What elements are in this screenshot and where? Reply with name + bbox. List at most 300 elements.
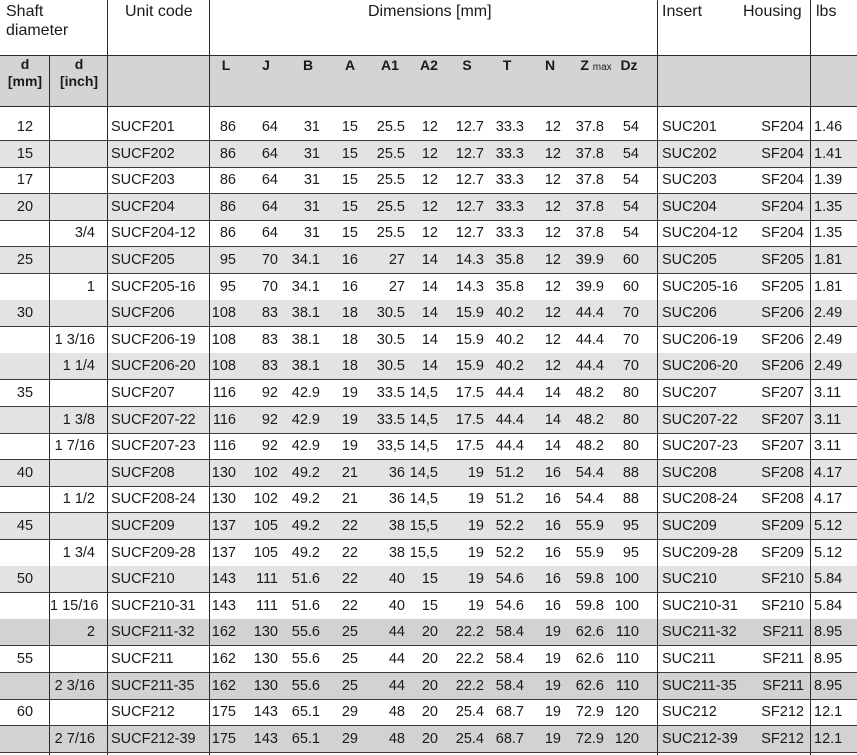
cell-dim-a2: 15 bbox=[421, 571, 438, 588]
cell-insert: SUC203 bbox=[662, 172, 717, 189]
cell-dim-l: 175 bbox=[211, 730, 236, 747]
cell-housing: SF205 bbox=[761, 278, 804, 295]
cell-dim-t: 40.2 bbox=[495, 331, 524, 348]
dim-header-label: A bbox=[344, 57, 356, 73]
table-row bbox=[0, 407, 857, 433]
cell-insert: SUC211 bbox=[662, 651, 716, 667]
cell-dim-j: 130 bbox=[253, 651, 278, 667]
cell-dim-l: 116 bbox=[212, 411, 236, 428]
cell-dim-dz: 70 bbox=[622, 358, 639, 375]
cell-dim-b: 49.2 bbox=[291, 544, 320, 561]
cell-dim-a2: 20 bbox=[421, 677, 438, 694]
cell-lbs: 5.84 bbox=[814, 571, 843, 588]
cell-dim-s: 17.5 bbox=[455, 438, 484, 455]
cell-dim-z: 54.4 bbox=[575, 491, 604, 508]
table-row bbox=[0, 327, 857, 353]
cell-dim-b: 49.2 bbox=[291, 491, 320, 508]
cell-unit-code: SUCF210-31 bbox=[111, 597, 196, 614]
divider-lbs-left bbox=[810, 0, 811, 755]
dim-header-label: T bbox=[502, 57, 512, 73]
cell-dim-n: 19 bbox=[544, 730, 561, 747]
cell-dim-a2: 14,5 bbox=[409, 491, 438, 508]
cell-lbs: 4.17 bbox=[814, 491, 843, 508]
cell-dim-j: 83 bbox=[261, 305, 278, 322]
cell-dim-t: 44.4 bbox=[495, 385, 524, 401]
cell-insert: SUC212-39 bbox=[662, 730, 738, 747]
cell-unit-code: SUCF207-23 bbox=[111, 438, 196, 455]
cell-dim-dz: 88 bbox=[622, 491, 639, 508]
dim-header-a1 bbox=[373, 55, 407, 75]
cell-dim-s: 15.9 bbox=[455, 305, 484, 322]
cell-dim-a: 15 bbox=[341, 119, 358, 135]
cell-d-mm: 15 bbox=[16, 145, 34, 162]
dim-header-label: A1 bbox=[381, 57, 399, 73]
cell-dim-dz: 80 bbox=[622, 385, 639, 401]
cell-dim-t: 58.4 bbox=[495, 651, 524, 667]
cell-dim-s: 12.7 bbox=[455, 172, 484, 189]
cell-housing: SF211 bbox=[762, 624, 804, 641]
cell-unit-code: SUCF210 bbox=[111, 571, 175, 588]
cell-insert: SUC206-19 bbox=[662, 331, 738, 348]
cell-dim-j: 92 bbox=[261, 438, 278, 455]
table-row bbox=[0, 353, 857, 379]
cell-dim-a2: 14,5 bbox=[409, 411, 438, 428]
cell-dim-b: 49.2 bbox=[291, 464, 320, 481]
cell-lbs: 1.81 bbox=[814, 252, 843, 268]
cell-insert: SUC211-35 bbox=[662, 677, 737, 694]
cell-dim-dz: 54 bbox=[622, 172, 639, 189]
cell-dim-l: 86 bbox=[219, 225, 236, 242]
dim-header-a bbox=[333, 55, 367, 75]
cell-insert: SUC207-22 bbox=[662, 411, 738, 428]
cell-lbs: 2.49 bbox=[814, 358, 843, 375]
cell-insert: SUC201 bbox=[662, 119, 717, 135]
cell-d-inch bbox=[50, 167, 95, 193]
cell-dim-dz: 54 bbox=[622, 198, 639, 215]
cell-dim-n: 12 bbox=[544, 225, 561, 242]
cell-dim-a1: 25.5 bbox=[376, 198, 405, 215]
cell-dim-n: 12 bbox=[544, 278, 561, 295]
cell-dim-t: 68.7 bbox=[495, 704, 524, 721]
subheader-top-border bbox=[0, 55, 857, 56]
cell-dim-a1: 48 bbox=[388, 730, 405, 747]
divider-unit-code-right bbox=[209, 0, 210, 755]
cell-insert: SUC207 bbox=[662, 385, 717, 401]
cell-dim-b: 51.6 bbox=[291, 571, 320, 588]
cell-dim-a1: 44 bbox=[388, 677, 405, 694]
cell-housing: SF212 bbox=[761, 704, 804, 721]
cell-lbs: 4.17 bbox=[814, 464, 843, 481]
cell-d-mm bbox=[0, 726, 50, 752]
cell-dim-n: 19 bbox=[544, 651, 561, 667]
cell-dim-a1: 33.5 bbox=[376, 411, 405, 428]
cell-dim-a1: 27 bbox=[388, 278, 405, 295]
cell-dim-s: 12.7 bbox=[455, 198, 484, 215]
cell-d-mm bbox=[0, 433, 50, 459]
cell-dim-a: 29 bbox=[341, 730, 358, 747]
cell-dim-l: 86 bbox=[219, 198, 236, 215]
cell-dim-l: 162 bbox=[211, 677, 236, 694]
cell-dim-s: 25.4 bbox=[455, 730, 484, 747]
table-row bbox=[0, 247, 857, 273]
cell-d-inch: 2 7/16 bbox=[54, 730, 95, 747]
cell-insert: SUC212 bbox=[662, 704, 717, 721]
cell-dim-b: 31 bbox=[303, 119, 320, 135]
divider-insert-left bbox=[657, 0, 658, 755]
cell-unit-code: SUCF211-32 bbox=[111, 624, 195, 641]
cell-unit-code: SUCF206-20 bbox=[111, 358, 196, 375]
cell-dim-z: 37.8 bbox=[575, 225, 604, 242]
cell-dim-a: 21 bbox=[341, 464, 358, 481]
cell-d-inch: 1 7/16 bbox=[54, 438, 95, 455]
cell-dim-z: 37.8 bbox=[575, 145, 604, 162]
cell-dim-a1: 25.5 bbox=[376, 225, 405, 242]
cell-dim-a: 22 bbox=[341, 544, 358, 561]
cell-dim-b: 31 bbox=[303, 145, 320, 162]
cell-dim-j: 64 bbox=[261, 172, 278, 189]
cell-dim-z: 62.6 bbox=[575, 677, 604, 694]
table-row bbox=[0, 380, 857, 406]
cell-insert: SUC207-23 bbox=[662, 438, 738, 455]
cell-dim-a2: 14,5 bbox=[409, 438, 438, 455]
cell-lbs: 12.1 bbox=[814, 730, 843, 747]
cell-dim-a: 15 bbox=[341, 145, 358, 162]
cell-unit-code: SUCF211 bbox=[111, 651, 174, 667]
cell-unit-code: SUCF201 bbox=[111, 119, 175, 135]
cell-dim-n: 16 bbox=[544, 597, 561, 614]
cell-dim-a1: 25.5 bbox=[376, 145, 405, 162]
cell-dim-b: 42.9 bbox=[291, 411, 320, 428]
cell-dim-a1: 33,5 bbox=[376, 438, 405, 455]
cell-dim-s: 17.5 bbox=[455, 411, 484, 428]
cell-dim-a: 19 bbox=[341, 385, 358, 401]
cell-lbs: 1.81 bbox=[814, 278, 843, 295]
cell-dim-a: 15 bbox=[341, 172, 358, 189]
cell-d-mm: 50 bbox=[16, 571, 34, 588]
cell-dim-a2: 14 bbox=[421, 252, 438, 268]
cell-lbs: 12.1 bbox=[814, 704, 843, 721]
table-row bbox=[0, 619, 857, 645]
cell-dim-b: 31 bbox=[303, 198, 320, 215]
d-inch-header-bottom: [inch] bbox=[59, 73, 99, 89]
cell-d-mm bbox=[0, 540, 50, 566]
table-row bbox=[0, 646, 857, 672]
cell-d-inch: 2 3/16 bbox=[54, 677, 95, 694]
cell-d-inch: 1 3/8 bbox=[62, 411, 95, 428]
cell-dim-dz: 100 bbox=[614, 597, 639, 614]
cell-lbs: 1.46 bbox=[814, 119, 843, 135]
row-separator bbox=[0, 752, 857, 753]
cell-dim-j: 105 bbox=[253, 544, 278, 561]
cell-dim-a2: 15,5 bbox=[409, 518, 438, 534]
cell-dim-z: 37.8 bbox=[575, 198, 604, 215]
cell-dim-j: 105 bbox=[253, 518, 278, 534]
cell-insert: SUC208 bbox=[662, 464, 717, 481]
cell-housing: SF206 bbox=[761, 358, 804, 375]
cell-dim-n: 12 bbox=[544, 331, 561, 348]
cell-dim-j: 92 bbox=[261, 385, 278, 401]
cell-dim-a1: 40 bbox=[388, 571, 405, 588]
cell-insert: SUC205-16 bbox=[662, 278, 738, 295]
cell-dim-z: 39.9 bbox=[575, 278, 604, 295]
cell-dim-s: 14.3 bbox=[455, 278, 484, 295]
cell-dim-a: 25 bbox=[341, 651, 358, 667]
divider-d-mm bbox=[49, 55, 50, 755]
cell-unit-code: SUCF207 bbox=[111, 385, 175, 401]
cell-insert: SUC209-28 bbox=[662, 544, 738, 561]
dim-header-a2 bbox=[412, 55, 446, 75]
cell-dim-l: 130 bbox=[211, 464, 236, 481]
cell-insert: SUC206-20 bbox=[662, 358, 738, 375]
cell-dim-s: 25.4 bbox=[455, 704, 484, 721]
cell-dim-a: 19 bbox=[341, 411, 358, 428]
cell-dim-a2: 12 bbox=[421, 225, 438, 242]
cell-dim-n: 16 bbox=[544, 464, 561, 481]
dimensions-header: Dimensions [mm] bbox=[368, 3, 492, 20]
dim-header-label: Z bbox=[580, 57, 589, 73]
cell-dim-a2: 14 bbox=[421, 358, 438, 375]
cell-dim-j: 83 bbox=[261, 358, 278, 375]
cell-d-inch bbox=[50, 699, 95, 725]
cell-unit-code: SUCF208 bbox=[111, 464, 175, 481]
cell-dim-n: 12 bbox=[544, 358, 561, 375]
cell-dim-t: 40.2 bbox=[495, 305, 524, 322]
cell-dim-t: 52.2 bbox=[495, 518, 524, 534]
cell-unit-code: SUCF207-22 bbox=[111, 411, 196, 428]
cell-dim-n: 14 bbox=[544, 438, 561, 455]
cell-dim-b: 49.2 bbox=[291, 518, 320, 534]
cell-d-inch: 2 bbox=[86, 624, 95, 641]
cell-dim-n: 19 bbox=[544, 624, 561, 641]
dim-header-label: N bbox=[544, 57, 556, 73]
cell-dim-z: 55.9 bbox=[575, 544, 604, 561]
cell-dim-s: 22.2 bbox=[455, 624, 484, 641]
cell-dim-a1: 30.5 bbox=[376, 331, 405, 348]
cell-d-mm: 30 bbox=[16, 305, 34, 322]
cell-dim-a2: 12 bbox=[421, 198, 438, 215]
cell-dim-t: 40.2 bbox=[495, 358, 524, 375]
cell-dim-t: 44.4 bbox=[495, 438, 524, 455]
cell-dim-s: 12.7 bbox=[455, 145, 484, 162]
dim-header-label: B bbox=[302, 57, 314, 73]
table-row bbox=[0, 540, 857, 566]
cell-unit-code: SUCF212 bbox=[111, 704, 175, 721]
cell-dim-l: 143 bbox=[211, 597, 236, 614]
cell-dim-s: 22.2 bbox=[455, 677, 484, 694]
cell-lbs: 3.11 bbox=[814, 385, 842, 401]
cell-unit-code: SUCF212-39 bbox=[111, 730, 196, 747]
cell-dim-a1: 44 bbox=[388, 651, 405, 667]
cell-dim-j: 130 bbox=[253, 677, 278, 694]
dim-header-label: S bbox=[462, 57, 472, 73]
cell-dim-n: 16 bbox=[544, 544, 561, 561]
cell-dim-b: 38.1 bbox=[291, 305, 320, 322]
cell-unit-code: SUCF204 bbox=[111, 198, 175, 215]
d-inch-header-top: d bbox=[74, 56, 84, 72]
cell-dim-l: 143 bbox=[211, 571, 236, 588]
table-row bbox=[0, 167, 857, 193]
cell-dim-l: 137 bbox=[211, 518, 236, 534]
cell-lbs: 5.12 bbox=[814, 544, 843, 561]
cell-unit-code: SUCF209-28 bbox=[111, 544, 196, 561]
cell-dim-a1: 40 bbox=[388, 597, 405, 614]
cell-unit-code: SUCF206-19 bbox=[111, 331, 196, 348]
cell-d-mm: 45 bbox=[16, 518, 34, 534]
cell-dim-a: 16 bbox=[341, 252, 358, 268]
cell-d-inch bbox=[50, 194, 95, 220]
cell-housing: SF209 bbox=[761, 544, 804, 561]
shaft-diameter-header bbox=[6, 2, 68, 40]
cell-dim-b: 38.1 bbox=[291, 331, 320, 348]
cell-unit-code: SUCF205-16 bbox=[111, 278, 196, 295]
cell-dim-b: 38.1 bbox=[291, 358, 320, 375]
cell-insert: SUC202 bbox=[662, 145, 717, 162]
d-inch-header bbox=[50, 56, 108, 90]
cell-dim-j: 111 bbox=[255, 597, 278, 614]
dim-header-s bbox=[450, 55, 484, 75]
cell-d-inch bbox=[50, 566, 95, 592]
d-mm-header-bottom: [mm] bbox=[7, 73, 43, 89]
cell-dim-a1: 25.5 bbox=[376, 172, 405, 189]
cell-dim-n: 14 bbox=[544, 385, 561, 401]
cell-unit-code: SUCF203 bbox=[111, 172, 175, 189]
cell-d-mm bbox=[0, 274, 50, 300]
cell-d-mm: 17 bbox=[16, 172, 34, 189]
cell-dim-a2: 14 bbox=[421, 278, 438, 295]
cell-dim-s: 12.7 bbox=[455, 225, 484, 242]
cell-dim-a2: 15 bbox=[421, 597, 438, 614]
cell-insert: SUC208-24 bbox=[662, 491, 738, 508]
cell-dim-a2: 14,5 bbox=[409, 385, 438, 401]
cell-dim-j: 64 bbox=[261, 119, 278, 135]
cell-dim-l: 86 bbox=[219, 172, 236, 189]
cell-dim-a1: 30.5 bbox=[376, 358, 405, 375]
cell-dim-l: 95 bbox=[219, 252, 236, 268]
table-row bbox=[0, 673, 857, 699]
cell-dim-a2: 12 bbox=[421, 119, 438, 135]
cell-d-mm: 12 bbox=[16, 119, 34, 135]
cell-dim-l: 116 bbox=[212, 438, 236, 455]
cell-dim-b: 51.6 bbox=[291, 597, 320, 614]
cell-dim-a: 29 bbox=[341, 704, 358, 721]
cell-dim-a2: 20 bbox=[421, 730, 438, 747]
cell-d-inch: 1 bbox=[86, 278, 95, 295]
unit-code-header: Unit code bbox=[125, 3, 193, 20]
cell-dim-j: 92 bbox=[261, 411, 278, 428]
cell-dim-t: 58.4 bbox=[495, 624, 524, 641]
cell-d-mm bbox=[0, 353, 50, 379]
cell-housing: SF204 bbox=[761, 172, 804, 189]
cell-dim-l: 108 bbox=[211, 305, 236, 322]
dim-header-label: L bbox=[221, 57, 231, 73]
cell-dim-l: 162 bbox=[211, 651, 236, 667]
table-row bbox=[0, 593, 857, 619]
cell-dim-a: 25 bbox=[341, 677, 358, 694]
table-row bbox=[0, 726, 857, 752]
dim-header-label: A2 bbox=[420, 57, 438, 73]
cell-dim-s: 19 bbox=[467, 491, 484, 508]
cell-dim-a1: 48 bbox=[388, 704, 405, 721]
cell-dim-a: 22 bbox=[341, 571, 358, 588]
cell-dim-a: 22 bbox=[341, 597, 358, 614]
cell-dim-dz: 70 bbox=[622, 331, 639, 348]
cell-dim-j: 130 bbox=[253, 624, 278, 641]
table-row bbox=[0, 274, 857, 300]
cell-dim-b: 55.6 bbox=[291, 651, 320, 667]
cell-dim-dz: 110 bbox=[615, 677, 639, 694]
cell-d-inch bbox=[50, 114, 95, 140]
cell-dim-t: 35.8 bbox=[495, 252, 524, 268]
cell-dim-s: 15.9 bbox=[455, 358, 484, 375]
cell-dim-j: 83 bbox=[261, 331, 278, 348]
cell-lbs: 8.95 bbox=[814, 677, 843, 694]
cell-dim-l: 162 bbox=[211, 624, 236, 641]
cell-d-inch: 1 3/16 bbox=[54, 331, 95, 348]
cell-dim-n: 12 bbox=[544, 172, 561, 189]
cell-dim-a1: 38 bbox=[388, 544, 405, 561]
cell-dim-l: 137 bbox=[211, 544, 236, 561]
cell-dim-dz: 70 bbox=[622, 305, 639, 322]
cell-dim-l: 95 bbox=[219, 278, 236, 295]
cell-housing: SF207 bbox=[761, 411, 804, 428]
cell-dim-z: 44.4 bbox=[575, 305, 604, 322]
cell-housing: SF205 bbox=[761, 252, 804, 268]
cell-housing: SF204 bbox=[761, 145, 804, 162]
cell-dim-a: 25 bbox=[341, 624, 358, 641]
cell-dim-a1: 25.5 bbox=[376, 119, 405, 135]
cell-dim-dz: 54 bbox=[622, 119, 639, 135]
cell-dim-j: 64 bbox=[261, 145, 278, 162]
cell-d-inch: 1 3/4 bbox=[62, 544, 95, 561]
cell-dim-l: 86 bbox=[219, 145, 236, 162]
cell-dim-b: 65.1 bbox=[291, 704, 320, 721]
table-row bbox=[0, 699, 857, 725]
cell-dim-n: 14 bbox=[544, 411, 561, 428]
cell-dim-z: 54.4 bbox=[575, 464, 604, 481]
cell-dim-j: 102 bbox=[253, 464, 278, 481]
cell-lbs: 2.49 bbox=[814, 331, 843, 348]
cell-d-mm: 35 bbox=[16, 385, 34, 401]
d-mm-header-top: d bbox=[20, 56, 30, 72]
dim-header-j bbox=[249, 55, 283, 75]
dim-header-t bbox=[490, 55, 524, 75]
table-row bbox=[0, 566, 857, 592]
cell-dim-a2: 20 bbox=[421, 624, 438, 641]
cell-d-inch: 1 1/2 bbox=[62, 491, 95, 508]
cell-dim-a: 19 bbox=[341, 438, 358, 455]
cell-dim-dz: 110 bbox=[615, 651, 639, 667]
cell-dim-z: 37.8 bbox=[575, 172, 604, 189]
cell-dim-dz: 110 bbox=[615, 624, 639, 641]
cell-dim-t: 44.4 bbox=[495, 411, 524, 428]
cell-dim-t: 33.3 bbox=[495, 225, 524, 242]
cell-dim-dz: 95 bbox=[622, 518, 639, 534]
dim-header-dz bbox=[612, 55, 646, 75]
cell-dim-t: 33.3 bbox=[495, 145, 524, 162]
cell-dim-z: 48.2 bbox=[575, 385, 604, 401]
cell-dim-dz: 95 bbox=[622, 544, 639, 561]
cell-dim-dz: 120 bbox=[614, 730, 639, 747]
cell-d-mm: 25 bbox=[16, 252, 34, 268]
cell-dim-s: 19 bbox=[467, 518, 484, 534]
cell-dim-j: 64 bbox=[261, 198, 278, 215]
cell-insert: SUC204-12 bbox=[662, 225, 738, 242]
cell-dim-z: 55.9 bbox=[575, 518, 604, 534]
cell-dim-a1: 36 bbox=[388, 464, 405, 481]
cell-dim-j: 111 bbox=[255, 571, 278, 588]
table-row bbox=[0, 194, 857, 220]
cell-dim-t: 33.3 bbox=[495, 198, 524, 215]
